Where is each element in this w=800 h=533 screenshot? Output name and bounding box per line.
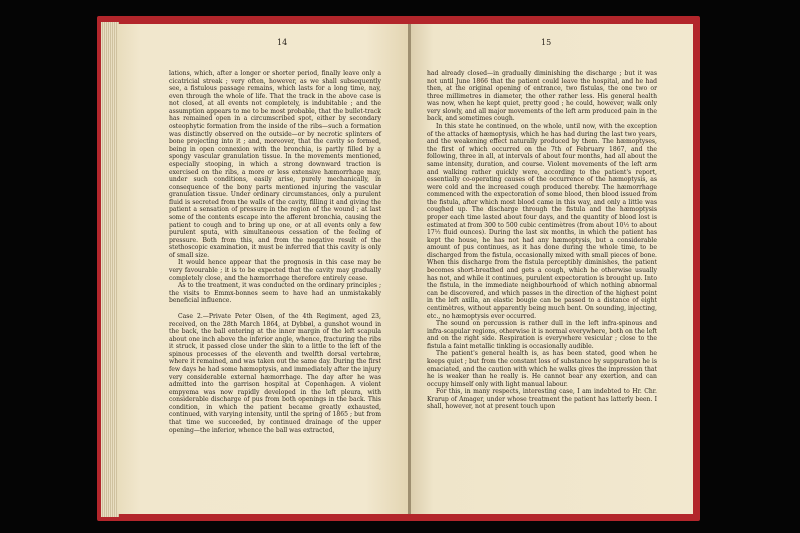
paragraph: For this, in many respects, interesting case, I am indebted to Hr. Chr. Krarup of Amager, under whose treatment the patient has latterly been. I shall, however, not at present touch upon <box>427 388 657 411</box>
page-text <box>427 70 657 411</box>
paragraph: As to the treatment, it was conducted on the ordinary principles ; the visits to Emmx-bonnes seem to have had an unmistakably beneficial influence. <box>169 282 381 305</box>
paragraph: It would hence appear that the prognosis in this case may be very favourable ; it is to be expected that the cavity may gradually completely close, and the hæmorrhage therefore entirely cease. <box>169 259 381 282</box>
page-text <box>169 70 381 434</box>
paragraph: Case 2.—Private Peter Olsen, of the 4th Regiment, aged 23, received, on the 28th March 1864, at Dybbøl, a gunshot wound in the back, the ball entering at the inner margin of the left scapula about one inch above the inferior angle, whence, fracturing the ribs it struck, it passed close under the skin to a little to the left of the spinous processes of the eleventh and twelfth dorsal vertebræ, where it remained, and was taken out the same day. During the first few days he had some hæmoptysis, and immediately after the injury very considerable external hæmorrhage. The day after he was admitted into the garrison hospital at Copenhagen. A violent empyema was now rapidly developed in the left pleura, with considerable discharge of pus from both openings in the back. This condition, in which the patient became greatly exhausted, continued, with varying intensity, until the spring of 1865 ; but from that time we succeeded, by continued drainage of the upper opening—the inferior, whence the ball was extracted, <box>169 312 381 434</box>
right-page <box>411 24 693 514</box>
paragraph: In this state he continued, on the whole, until now, with the exception of the attacks of hæmoptysis, which he has had during the last two years, and the weakening effect naturally produced by them. The hæmoptyses, the first of which occurred on the 7th of February 1867, and the following, three in all, at intervals of about four months, had all about the same intensity, duration, and course. Violent movements of the left arm and walking rather quickly were, according to the patient's report, essentially co-operating causes of the occurrence of the hæmoptysis, as were cold and the increased cough produced thereby. The hæmorrhage commenced with the expectoration of some blood, then blood issued from the fistula, after which most blood came in this way, and only a little was coughed up. The discharge through the fistula and the hæmoptysis proper each time lasted about four days, and the quantity of blood lost is estimated at from 300 to 500 cubic centimètres (from about 10½ to about 17½ fluid ounces). During the last six months, in which the patient has kept the house, he has not had any hæmoptysis, but a considerable amount of pus continues, as it has done during the whole time, to be discharged from the fistula, occasionally mixed with small pieces of bone. When this discharge from the fistula perceptibly diminishes, the patient becomes short-breathed and gets a cough, which he otherwise usually has not, and while it continues, purulent expectoration is brought up. Into the fistula, in the immediate neighbourhood of which nothing abnormal can be discovered, and which passes in the direction of the highest point in the left axilla, an elastic bougie can be passed to a distance of eight centimètres, without apparently being much bent. On sounding, injecting, etc., no hæmoptysis ever occurred. <box>427 123 657 320</box>
page-number: 14 <box>277 38 288 47</box>
left-page <box>117 24 409 514</box>
paragraph: had already closed—in gradually diminishing the discharge ; but it was not until June 1866 that the patient could leave the hospital, and he had then, at the original opening of entrance, two fistulas, the one two or three millimetres in diameter, the other rather less. His general health was now, when he kept quiet, pretty good ; he could, however, walk only very slowly, and all major movements of the left arm produced pain in the back, and sometimes cough. <box>427 70 657 123</box>
paragraph: The sound on percussion is rather dull in the left infra-spinous and infra-scapular regions, otherwise it is normal everywhere, both on the left and on the right side. Respiration is everywhere vesicular ; close to the fistula a faint metallic tinkling is occasionally audible. <box>427 320 657 350</box>
paragraph: The patient's general health is, as has been stated, good when he keeps quiet ; but from the constant loss of substance by suppuration he is emaciated, and the caution with which he walks gives the impression that he is weaker than he really is. He cannot bear any exertion, and can occupy himself only with light manual labour. <box>427 350 657 388</box>
page-number: 15 <box>541 38 552 47</box>
paragraph: lations, which, after a longer or shorter period, finally leave only a cicatricial streak ; very often, however, as we shall subsequently see, a fistulous passage remains, which lasts for a long time, nay, even through the whole of life. That the track in the above case is not closed, at all events not completely, is indubitable ; and the assumption appears to me to be most probable, that the bullet-track has remained open in a circumscribed spot, either by secondary osteophytic formation from the inside of the ribs—such a formation was distinctly observed on the outside—or by necrotic splinters of bone projecting into it ; and, moreover, that the cavity so formed, being in open connexion with the bronchia, is partly filled by a spongy vascular granulation tissue. In the movements mentioned, especially stooping, in which a strong downward traction is exercised on the ribs, a more or less extensive hæmorrhage may, under such conditions, easily arise, purely mechanically, in consequence of the bony parts mentioned injuring the vascular granulation tissue. Under ordinary circumstances, only a purulent fluid is secreted from the walls of the cavity, filling it and giving the patient a sensation of pressure in the region of the wound ; at last some of the contents escape into the afferent bronchia, causing the patient to cough and to bring up one, or at all events only a few purulent sputa, with simultaneous cessation of the feeling of pressure. Both from this, and from the negative result of the stethoscopic examination, it must be inferred that this cavity is only of small size. <box>169 70 381 259</box>
